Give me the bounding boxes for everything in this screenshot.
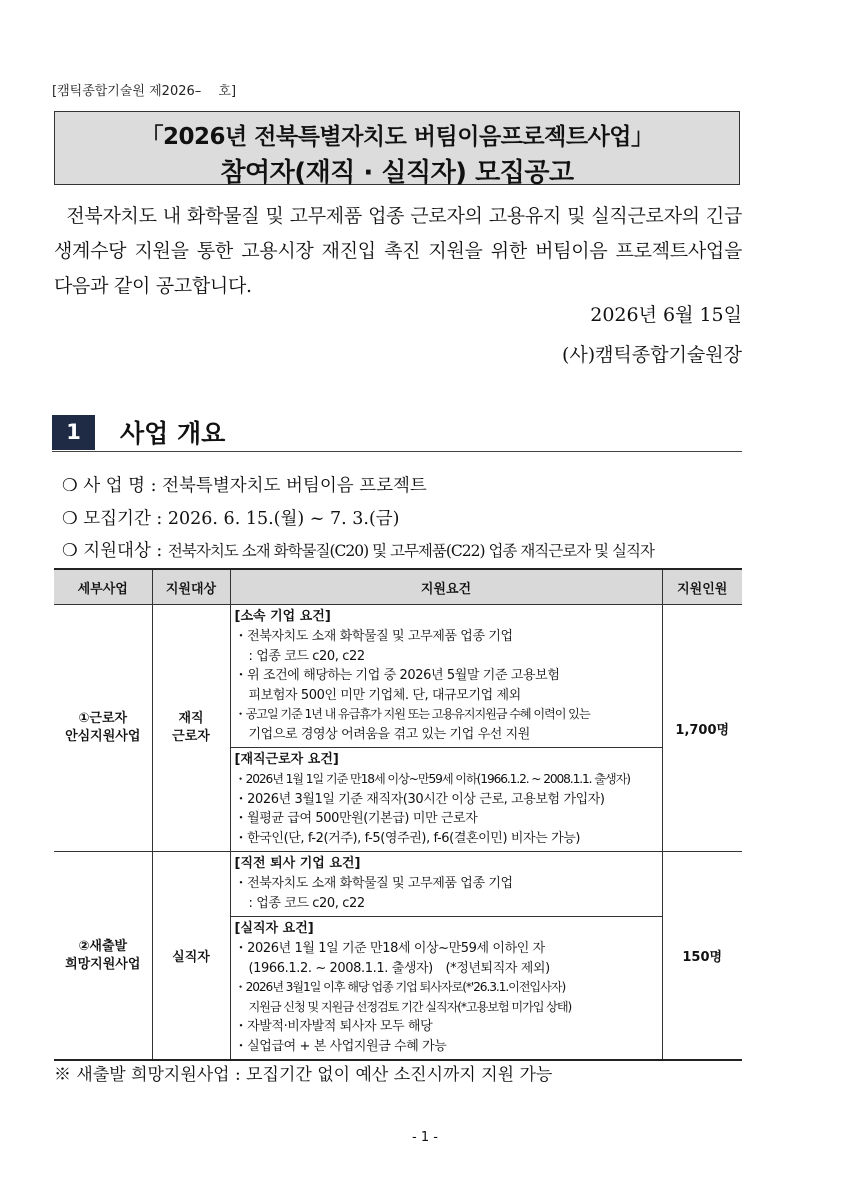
support-table	[54, 568, 742, 1061]
intro-paragraph: 전북자치도 내 화학물질 및 고무제품 업종 근로자의 고용유지 및 실직근로자의 긴급 생계수당 지원을 통한 고용시장 재진입 촉진 지원을 위한 버팀이음 프로젝트사업을 다음과 같이 공고합니다.	[54, 205, 742, 297]
section-number-badge: 1	[52, 415, 95, 450]
header-program: 세부사업	[54, 569, 152, 605]
header-target: 지원대상	[152, 569, 230, 605]
count-cell: 150명	[662, 852, 742, 1061]
company-requirements: [직전 퇴사 기업 요건] ・전북자치도 소재 화학물질 및 고무제품 업종 기업 : 업종 코드 c20, c22	[234, 856, 513, 911]
bullet-program-name: ❍ 사 업 명 : 전북특별자치도 버팀이음 프로젝트	[62, 476, 427, 496]
page-number: - 1 -	[412, 1130, 438, 1145]
program-name-cell: ①근로자 안심지원사업	[54, 605, 152, 852]
requirements-cell	[230, 605, 662, 852]
program-name-cell: ②새출발 희망지원사업	[54, 852, 152, 1061]
worker-requirements: [실직자 요건] ・2026년 1월 1일 기준 만18세 이상~만59세 이하인 자 (1966.1.2. ~ 2008.1.1. 출생자) (*정년퇴직자 제외) ・2026년 3월1일 이후 해당 업종 기업 퇴사자로(*'26.3.1.이전입사자) 지원금 신청 및 지원금 선정검토 기간 실직자(*고용보험 미가입 상태) ・자발적·비자발적 퇴사자 모두 해당 ・실업급여 + 본 사업지원금 수혜 가능	[231, 916, 662, 1059]
target-cell: 재직 근로자	[152, 605, 230, 852]
count-cell: 1,700명	[662, 605, 742, 852]
title-line-2: 참여자(재직 · 실직자) 모집공고	[220, 158, 574, 188]
title-box	[54, 111, 740, 188]
header-requirements: 지원요건	[230, 569, 662, 605]
requirements-cell	[230, 852, 662, 1061]
title-line-1: 「2026년 전북특별자치도 버팀이음프로젝트사업」	[140, 124, 654, 150]
section-divider	[52, 451, 742, 452]
table-row	[54, 852, 742, 1061]
table-header-row	[54, 569, 742, 605]
bullet-recruit-period: ❍ 모집기간 : 2026. 6. 15.(월) ~ 7. 3.(금)	[62, 509, 400, 529]
company-requirements: [소속 기업 요건] ・전북자치도 소재 화학물질 및 고무제품 업종 기업 : 업종 코드 c20, c22 ・위 조건에 해당하는 기업 중 2026년 5월말 기준 고용보험 피보험자 500인 미만 기업체. 단, 대규모기업 제외 ・공고일 기준 1년 내 유급휴가 지원 또는 고용유지지원금 수혜 이력이 있는 기업으로 경영상 어려움을 겪고 있는 기업 우선 지원	[234, 609, 590, 742]
footnote: ※ 새출발 희망지원사업 : 모집기간 없이 예산 소진시까지 지원 가능	[54, 1065, 553, 1085]
header-count: 지원인원	[662, 569, 742, 605]
worker-requirements: [재직근로자 요건] ・2026년 1월 1일 기준 만18세 이상~만59세 이하(1966.1.2. ~ 2008.1.1. 출생자) ・2026년 3월1일 기준 재직자(30시간 이상 근로, 고용보험 가입자) ・월평균 급여 500만원(기본급) 미만 근로자 ・한국인(단, f-2(거주), f-5(영주권), f-6(결혼이민) 비자는 가능)	[231, 747, 662, 851]
bullet-target: ❍ 지원대상 : 전북자치도 소재 화학물질(C20) 및 고무제품(C22) 업종 재직근로자 및 실직자	[62, 541, 654, 561]
table-row	[54, 605, 742, 852]
issuer-name: (사)캠틱종합기술원장	[561, 344, 742, 366]
section-title: 사업 개요	[120, 419, 226, 448]
document-number: [캠틱종합기술원 제2026– 호]	[52, 84, 237, 99]
announcement-date: 2026년 6월 15일	[590, 304, 742, 326]
target-cell: 실직자	[152, 852, 230, 1061]
